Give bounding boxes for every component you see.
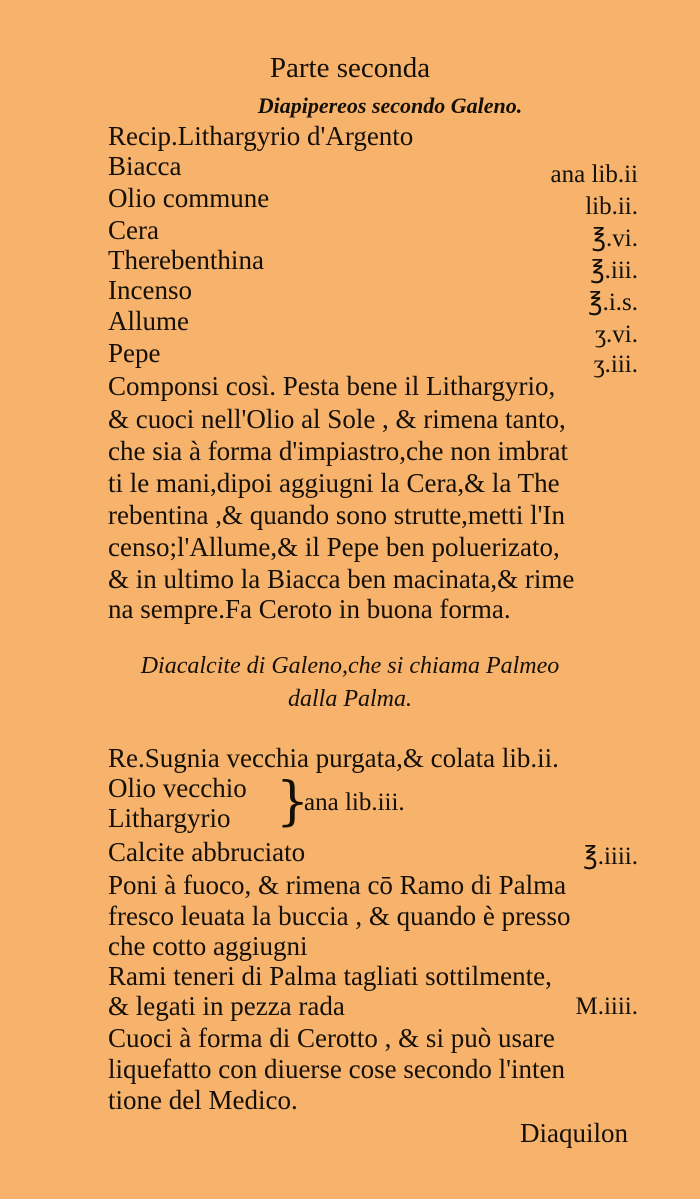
brace-item: Lithargyrio bbox=[108, 803, 231, 833]
brace-item: Olio vecchio bbox=[108, 773, 247, 803]
recipe2-title: Diacalcite di Galeno,che si chiama Palmeo bbox=[140, 653, 560, 679]
body-line: Rami teneri di Palma tagliati sottilmente, bbox=[108, 961, 552, 991]
body-line: Re.Sugnia vecchia purgata,& colata lib.ii. bbox=[108, 743, 559, 773]
body-line: Cuoci à forma di Cerotto , & si può usare bbox=[108, 1023, 555, 1053]
body-line: Componsi così. Pesta bene il Lithargyrio, bbox=[108, 371, 556, 401]
ingredient-dose: ana lib.ii bbox=[550, 161, 638, 188]
ingredient-dose: ℥.iiii. bbox=[583, 843, 638, 870]
ingredient-dose: ʒ.vi. bbox=[594, 321, 638, 348]
body-line: na sempre.Fa Ceroto in buona forma. bbox=[108, 594, 511, 624]
body-line: liquefatto con diuerse cose secondo l'inten bbox=[108, 1054, 565, 1084]
ingredient-name: Pepe bbox=[108, 338, 161, 368]
ingredient-name: Allume bbox=[108, 306, 189, 336]
ingredient-dose: ℥.iii. bbox=[590, 257, 638, 284]
brace-dose: ana lib.iii. bbox=[304, 789, 405, 816]
recipe1-title: Diapipereos secondo Galeno. bbox=[257, 93, 523, 118]
catchword: Diaquilon bbox=[520, 1118, 628, 1148]
body-line: & legati in pezza rada bbox=[108, 991, 345, 1021]
ingredient-dose: ℥.i.s. bbox=[588, 289, 638, 316]
body-line: che cotto aggiugni bbox=[108, 931, 308, 961]
body-line: che sia à forma d'impiastro,che non imbrat bbox=[108, 436, 568, 466]
ingredient-dose: M.iiii. bbox=[575, 993, 638, 1020]
body-line: & cuoci nell'Olio al Sole , & rimena tanto, bbox=[108, 404, 566, 434]
ingredient-name: Calcite abbruciato bbox=[108, 837, 306, 867]
recipe2-title-cont: dalla Palma. bbox=[288, 686, 412, 712]
body-line: tione del Medico. bbox=[108, 1085, 298, 1115]
body-line: fresco leuata la buccia , & quando è presso bbox=[108, 901, 571, 931]
brace-group bbox=[108, 772, 448, 836]
ingredient-name: Biacca bbox=[108, 151, 182, 181]
body-line: rebentina ,& quando sono strutte,metti l'In bbox=[108, 500, 566, 530]
body-line: & in ultimo la Biacca ben macinata,& rime bbox=[108, 564, 575, 594]
running-title: Parte seconda bbox=[269, 52, 431, 84]
ingredient-name: Therebenthina bbox=[108, 245, 264, 275]
body-line: censo;l'Allume,& il Pepe ben poluerizato, bbox=[108, 532, 560, 562]
ingredient-name: Incenso bbox=[108, 275, 192, 305]
ingredient-dose: ʒ.iii. bbox=[593, 351, 638, 378]
brace-icon: } bbox=[276, 772, 310, 832]
ingredient-dose: ℥.vi. bbox=[591, 225, 638, 252]
body-line: Poni à fuoco, & rimena cō Ramo di Palma bbox=[108, 870, 567, 900]
body-line: ti le mani,dipoi aggiugni la Cera,& la The bbox=[108, 468, 560, 498]
ingredient-name: Recip.Lithargyrio d'Argento bbox=[108, 121, 414, 151]
ingredient-dose: lib.ii. bbox=[585, 193, 638, 220]
ingredient-name: Cera bbox=[108, 215, 159, 245]
ingredient-name: Olio commune bbox=[108, 183, 270, 213]
